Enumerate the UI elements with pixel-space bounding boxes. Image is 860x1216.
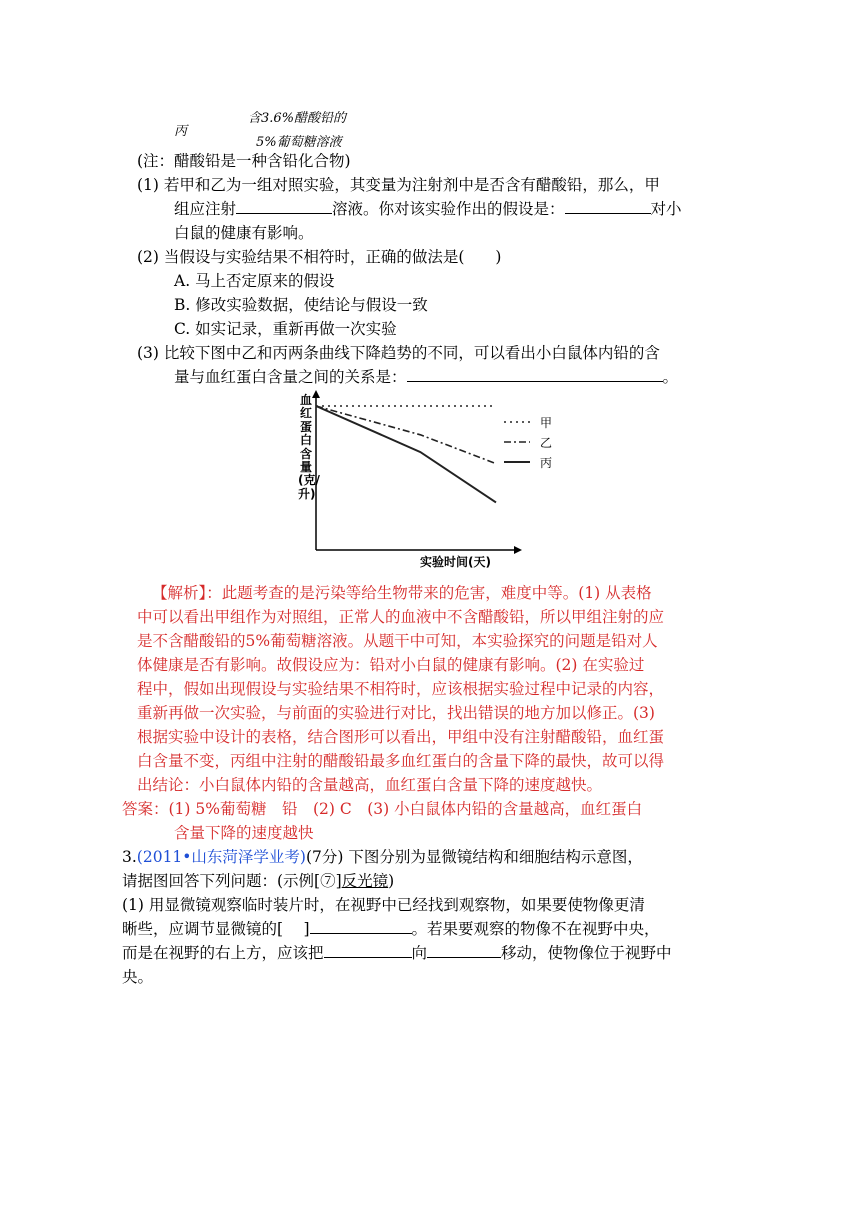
q3-line1: (3) 比较下图中乙和丙两条曲线下降趋势的不同，可以看出小白鼠体内铅的含 <box>137 344 660 362</box>
analysis-line-2: 是不含醋酸铅的5%葡萄糖溶液。从题干中可知，本实验探究的问题是铅对人 <box>137 632 658 650</box>
q1-blank-solution[interactable] <box>236 199 332 214</box>
q3-blank-relation[interactable] <box>407 367 663 382</box>
hemoglobin-line-chart <box>290 390 580 570</box>
chart-x-axis-label: 实验时间(天) <box>420 555 491 569</box>
q1-line1: (1) 若甲和乙为一组对照实验，其变量为注射剂中是否含有醋酸铅，那么，甲 <box>137 176 660 194</box>
analysis-line-3: 体健康是否有影响。故假设应为：铅对小白鼠的健康有影响。(2) 在实验过 <box>137 656 645 674</box>
q1-blank-hypothesis[interactable] <box>565 199 651 214</box>
q-next-blank-part[interactable] <box>310 919 412 934</box>
q-next-sub1-line3b: 向 <box>411 944 428 962</box>
q-next-blank-object[interactable] <box>324 943 412 958</box>
q-next-line2 <box>122 870 394 892</box>
analysis-line-4: 程中，假如出现假设与实验结果不相符时，应该根据实验过程中记录的内容， <box>137 680 665 698</box>
q-next-sub1-line2b: 。若果要观察的物像不在视野中央， <box>411 920 660 938</box>
q-next-line1 <box>122 846 643 868</box>
analysis-line-5: 重新再做一次实验，与前面的实验进行对比，找出错误的地方加以修正。(3) <box>137 704 655 722</box>
x-axis-arrow <box>514 546 522 554</box>
q-next-source: (2011•山东菏泽学业考) <box>136 848 306 866</box>
q2-option-c: C. 如实记录，重新再做一次实验 <box>174 320 397 338</box>
q3-line2 <box>174 366 678 388</box>
analysis-line-1: 中可以看出甲组作为对照组，正常人的血液中不含醋酸铅，所以甲组注射的应 <box>137 608 665 626</box>
analysis-line-7: 白含量不变，丙组中注射的醋酸铅最多血红蛋白的含量下降的最快，故可以得 <box>137 752 665 770</box>
chart-lines <box>316 406 496 502</box>
q1-line2-b: 溶液。你对该实验作出的假设是： <box>332 200 565 218</box>
q-next-blank-direction[interactable] <box>427 943 501 958</box>
q2-option-b: B. 修改实验数据，使结论与假设一致 <box>174 296 428 314</box>
analysis-text-0: ：此题考查的是污染等给生物带来的危害，难度中等。(1) 从表格 <box>206 584 652 602</box>
q-next-sub1-line2a: 晰些，应调节显微镜的[ ] <box>122 920 310 938</box>
analysis-label: 【解析】 <box>152 584 207 602</box>
analysis-line-8: 出结论：小白鼠体内铅的含量越高，血红蛋白含量下降的速度越快。 <box>137 776 603 794</box>
series-line-2 <box>316 406 496 464</box>
q-next-sub1-line2 <box>122 918 660 940</box>
q-next-line2-post: ) <box>388 872 395 890</box>
table-solution-line2: 5%葡萄糖溶液 <box>256 135 342 150</box>
chart-y-axis-label: 血红蛋白含量(克/升) <box>298 393 320 501</box>
q1-line3: 白鼠的健康有影响。 <box>174 224 314 242</box>
q-next-example: 反光镜 <box>341 872 389 890</box>
q1-line2-a: 组应注射 <box>174 200 237 218</box>
answer-line-1: 答案：(1) 5%葡萄糖 铅 (2) C (3) 小白鼠体内铅的含量越高，血红蛋白 <box>122 800 643 818</box>
chart-legend <box>504 416 552 470</box>
q1-line2 <box>174 198 682 220</box>
q1-line2-c: 对小 <box>650 200 682 218</box>
q3-line2-text: 量与血红蛋白含量之间的关系是： <box>174 368 407 386</box>
q2-option-a: A. 马上否定原来的假设 <box>174 272 335 290</box>
analysis-line-0 <box>152 582 652 604</box>
q3-line2-end: 。 <box>662 368 679 386</box>
legend-label-1: 甲 <box>540 416 553 430</box>
q-next-line1-rest: (7分) 下图分别为显微镜结构和细胞结构示意图， <box>305 848 643 866</box>
answer-line-2: 含量下降的速度越快 <box>174 824 314 842</box>
legend-label-2: 乙 <box>540 436 553 450</box>
legend-label-3: 丙 <box>540 456 553 470</box>
q2-stem: (2) 当假设与实验结果不相符时，正确的做法是( ) <box>137 248 502 266</box>
q-next-sub1-line1: (1) 用显微镜观察临时装片时，在视野中已经找到观察物，如果要使物像更清 <box>122 896 645 914</box>
q-next-sub1-line4: 央。 <box>122 968 154 986</box>
table-group-label: 丙 <box>174 124 188 139</box>
q-next-sub1-line3c: 移动，使物像位于视野中 <box>501 944 672 962</box>
q-next-line2-pre: 请据图回答下列问题：(示例[⑦] <box>122 872 342 890</box>
q-next-number: 3. <box>122 848 137 866</box>
note: (注：醋酸铅是一种含铅化合物) <box>137 152 351 170</box>
q-next-sub1-line3a: 而是在视野的右上方，应该把 <box>122 944 324 962</box>
series-line-3 <box>316 406 496 502</box>
analysis-line-6: 根据实验中设计的表格，结合图形可以看出，甲组中没有注射醋酸铅，血红蛋 <box>137 728 665 746</box>
chart-axes <box>312 390 522 554</box>
table-solution-line1: 含3.6%醋酸铅的 <box>248 111 347 126</box>
q-next-sub1-line3 <box>122 942 672 964</box>
